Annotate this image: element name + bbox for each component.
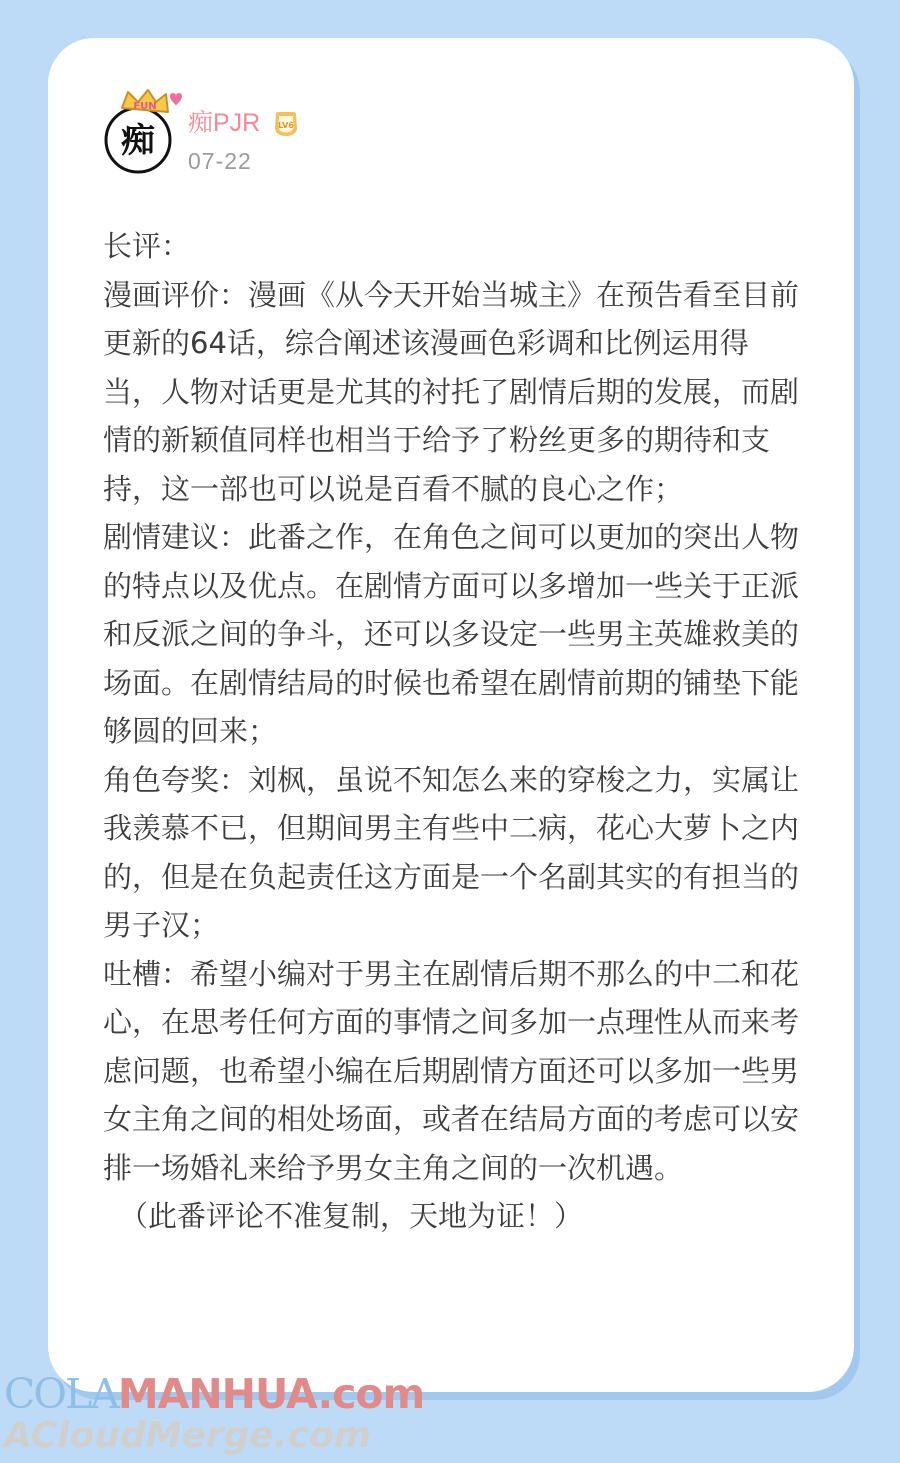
review-card xyxy=(48,38,854,1392)
heart-icon xyxy=(170,93,182,106)
post-date: 07-22 xyxy=(188,148,252,174)
review-closing-note: （此番评论不准复制，天地为证！） xyxy=(119,1199,584,1233)
review-paragraph-plot: 剧情建议：此番之作，在角色之间可以更加的突出人物的特点以及优点。在剧情方面可以多增加一些关于正派和反派之间的争斗，还可以多设定一些男主英雄救美的场面。在剧情结局的时候也希望在剧情前期的铺垫下能够圆的回来； xyxy=(103,520,800,748)
watermark-cola-text: COLA xyxy=(4,1370,118,1418)
crown-label: FUN xyxy=(133,101,157,112)
watermark-colamanhua xyxy=(4,1372,424,1416)
user-avatar[interactable] xyxy=(100,86,188,174)
review-paragraph-comic: 漫画评价：漫画《从今天开始当城主》在预告看至目前更新的64话，综合阐述该漫画色彩调和比例运用得当，人物对话更是尤其的衬托了剧情后期的发展，而剧情的新颖值同样也相当于给予了粉丝更多的期待和支持，这一部也可以说是百看不腻的良心之作； xyxy=(103,277,800,506)
watermark-manhua-text: MANHUA.com xyxy=(117,1370,425,1418)
avatar-image xyxy=(100,86,188,174)
level-badge-icon xyxy=(272,111,300,137)
avatar-glyph: 痴 xyxy=(121,121,155,161)
review-paragraph-complaints: 吐槽：希望小编对于男主在剧情后期不那么的中二和花心，在思考任何方面的事情之间多加一点理性从而来考虑问题，也希望小编在后期剧情方面还可以多加一些男女主角之间的相处场面，或者在结局方面的考虑可以安排一场婚礼来给予男女主角之间的一次机遇。 xyxy=(103,956,800,1185)
level-label: LV6 xyxy=(278,121,294,130)
review-heading: 长评： xyxy=(103,229,191,263)
review-paragraph-character: 角色夸奖：刘枫，虽说不知怎么来的穿梭之力，实属让我羡慕不已，但期间男主有些中二病，花心大萝卜之内的，但是在负起责任这方面是一个名副其实的有担当的男子汉； xyxy=(103,762,800,942)
watermark-acloudmerge: ACloudMerge.com xyxy=(4,1415,372,1456)
username[interactable]: 痴PJR xyxy=(188,109,261,137)
crown-icon xyxy=(122,90,168,112)
review-content xyxy=(103,222,803,1241)
